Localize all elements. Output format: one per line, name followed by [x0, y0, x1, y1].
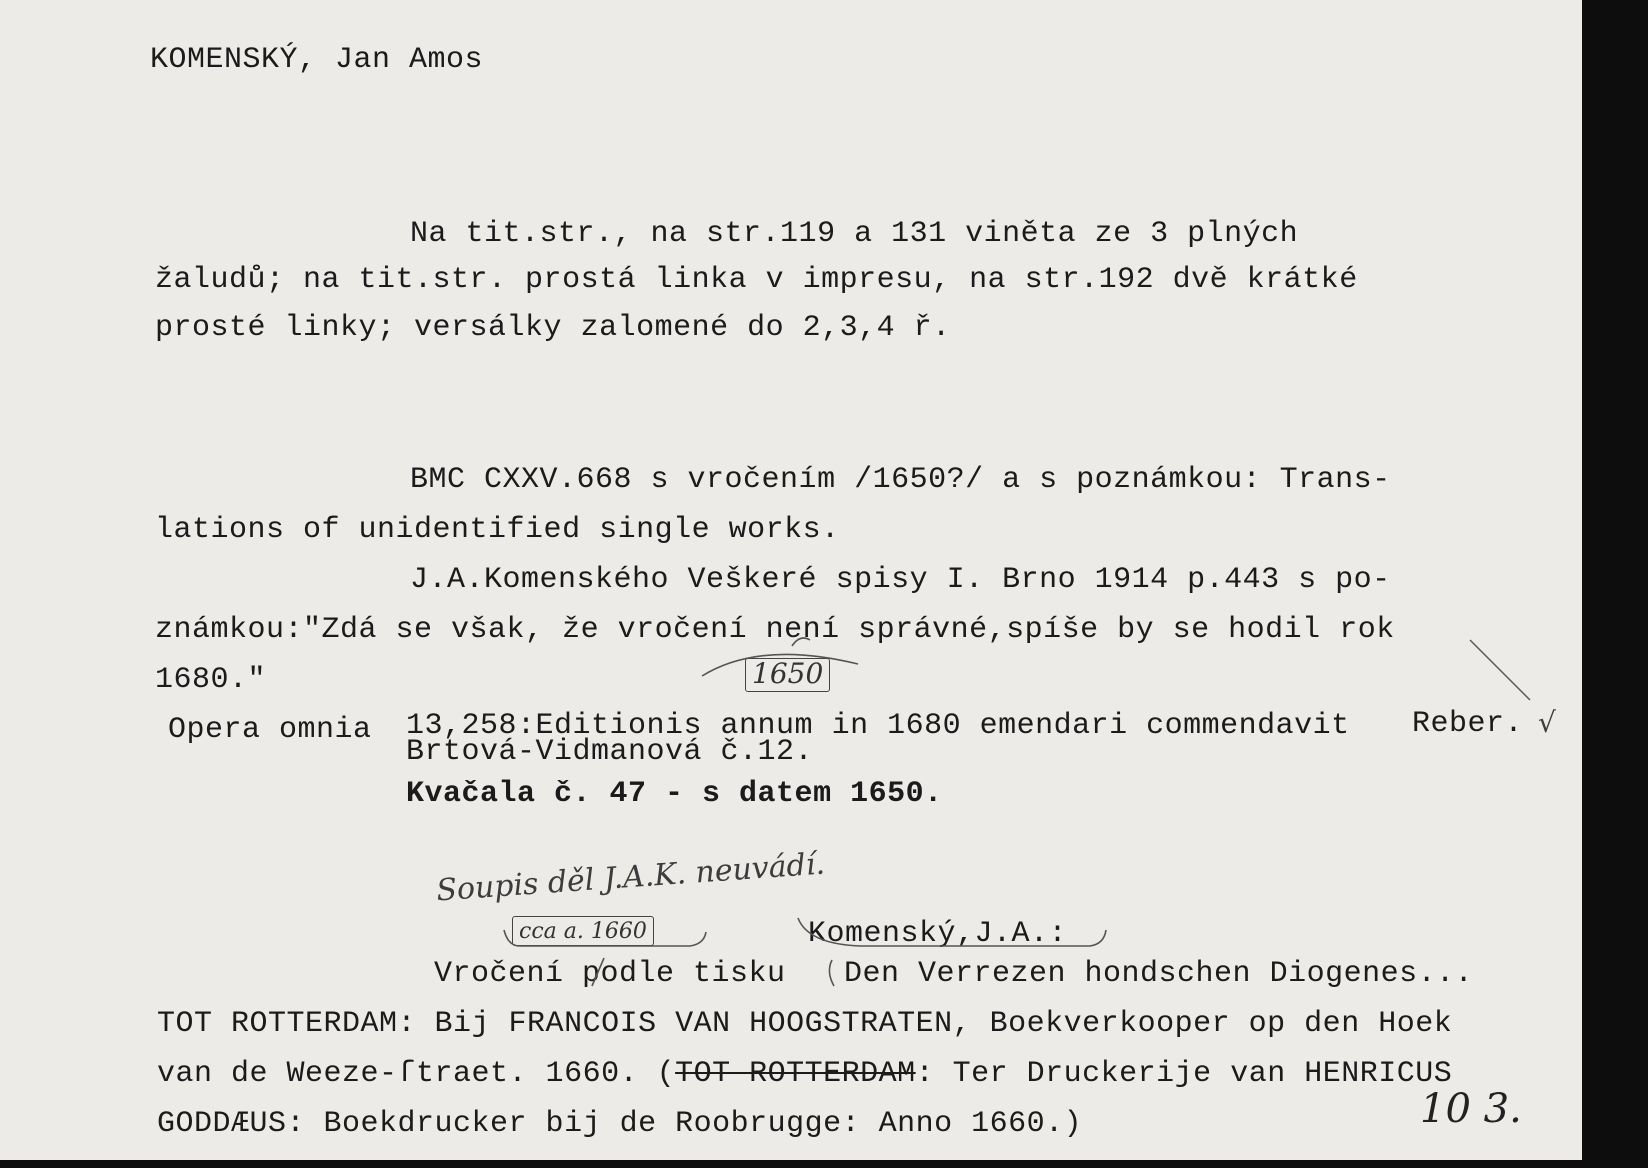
imprint-line-2-start: van de Weeze-ſtraet. 1660. ( — [157, 1057, 676, 1091]
imprint-line-3: GODDÆUS: Boekdrucker bij de Roobrugge: Anno 1660.) — [157, 1107, 1083, 1141]
bmc-reference-line-2: lations of unidentified single works. — [155, 513, 840, 547]
bmc-reference-line-1: BMC CXXV.668 s vročením /1650?/ a s poznámkou: Trans- — [410, 463, 1391, 497]
description-line-1: Na tit.str., na str.119 a 131 viněta ze 3 plných — [410, 217, 1299, 251]
margin-arrow-mark — [1470, 640, 1530, 700]
opera-prefix: Opera omnia — [168, 713, 372, 747]
title-bracket-mark — [829, 960, 834, 986]
ja-reference-line-1: J.A.Komenského Veškeré spisy I. Brno 1914 p.443 s po- — [410, 563, 1391, 597]
dating-note: Vročení podle tisku — [434, 957, 786, 991]
imprint-line-1: TOT ROTTERDAM: Bij FRANCOIS VAN HOOGSTRATEN, Boekverkooper op den Hoek — [157, 1007, 1453, 1041]
handwritten-soupis-note: Soupis děl J.A.K. neuvádí. — [435, 846, 826, 909]
imprint-struck-text: TOT ROTTERDAM — [675, 1057, 916, 1091]
handwritten-date-box: cca a. 1660 — [512, 916, 654, 946]
ja-reference-line-3: 1680." — [155, 663, 267, 697]
opera-text: 13,258:Editionis annum in 1680 emendari commendavit — [406, 709, 1350, 743]
author-heading-komensky: Komenský,J.A.: — [808, 917, 1068, 951]
dating-bracket-mark — [504, 930, 706, 946]
card-heading: KOMENSKÝ, Jan Amos — [150, 43, 484, 77]
insert-caret-mark — [792, 638, 810, 646]
description-line-2: žaludů; na tit.str. prostá linka v impresu, na str.192 dvě krátké — [155, 263, 1358, 297]
komensky-bracket-mark — [798, 918, 1106, 946]
scan-edge-bottom — [0, 1160, 1648, 1168]
handwritten-year-box: 1650 — [745, 658, 830, 692]
opera-suffix: Reber. — [1412, 707, 1524, 741]
scan-edge-right — [1582, 0, 1648, 1168]
vidmanova-reference: Brtová-Vidmanová č.12. — [406, 735, 814, 769]
imprint-line-2-end: : Ter Druckerije van HENRICUS — [915, 1057, 1453, 1091]
dating-slant-mark — [592, 958, 604, 986]
kvacala-reference: Kvačala č. 47 - s datem 1650. — [406, 777, 943, 811]
handwritten-signature: 10 3. — [1420, 1086, 1522, 1132]
check-mark: √ — [1538, 706, 1556, 739]
ja-reference-line-2: známkou:"Zdá se však, že vročení není správné,spíše by se hodil rok — [155, 613, 1395, 647]
insert-arc-mark — [702, 654, 858, 676]
book-title: Den Verrezen hondschen Diogenes... — [844, 957, 1474, 991]
description-line-3: prosté linky; versálky zalomené do 2,3,4 ř. — [155, 311, 951, 345]
